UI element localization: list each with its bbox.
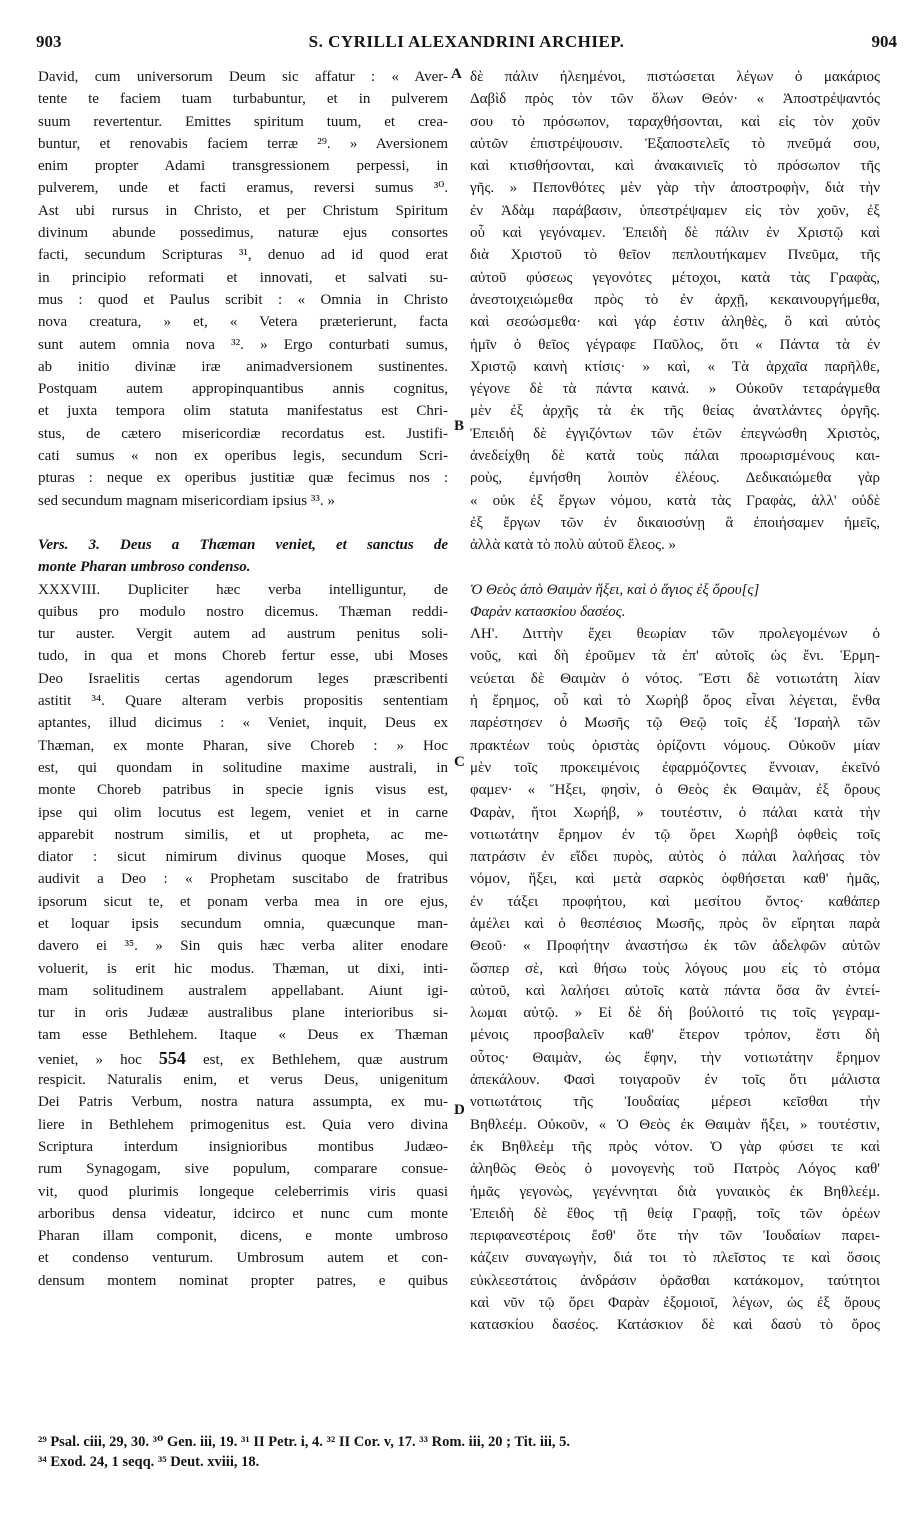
grk2-line: Ἐπειδὴ δὲ ἔθος τῇ θείᾳ Γραφῇ, τοῖς τῶν ὀρέων	[470, 1205, 880, 1222]
lat2-line: aptantes, illud dicimus : « Veniet, inquit, Deus ex	[38, 715, 448, 732]
grk1-line: οὗ καὶ γεγόναμεν. Ἐπειδὴ δὲ πάλιν ἐν Χριστῷ καὶ	[470, 225, 880, 242]
grk1-line: ἀνεδείχθη δὲ κατὰ τοὺς πάλαι προωρισμένους και-	[470, 448, 880, 465]
latin-line-554	[38, 1047, 448, 1069]
lat1-line: nova creatura, » et, « Vetera præterierunt, facta	[38, 314, 448, 331]
lat1-line: tente te faciem tuam turbabuntur, et in pulverem	[38, 91, 448, 108]
grk1-line: « οὐκ ἐξ ἔργων νόμου, κατὰ τὰς Γραφὰς, ἀλλ' οὐδὲ	[470, 492, 880, 509]
running-title: S. CYRILLI ALEXANDRINI ARCHIEP.	[308, 32, 625, 51]
grk1-line: μὲν ἐξ ἀρχῆς τὰ ἐκ τῆς θείας ἀνατλάντες ὀργῆς.	[470, 403, 880, 420]
lat1-line: ab initio divinæ iræ animadversionem sustinentes.	[38, 358, 448, 375]
lat2-line: quibus pro modulo nostro dicemus. Thæman reddi-	[38, 603, 448, 620]
grk2-line: ἐκ Βηθλεὲμ τῆς πρὸς νότον. Ὁ γὰρ φύσει τε καὶ	[470, 1138, 880, 1155]
lat2-line: ipse qui olim locutus est legem, veniet et in carne	[38, 804, 448, 821]
lat2-line: et loquar ipsis secundum omnia, quæcunque man-	[38, 915, 448, 932]
grk2-line: Φαρὰν, ἤτοι Χωρήβ, » τουτέστιν, ὁ πάλαι κατὰ τὴν	[470, 804, 880, 821]
verse-text-latin-2: monte Pharan umbroso condenso.	[38, 559, 251, 576]
latin-paragraph-3	[38, 1069, 448, 1292]
grk1-line: ἀνεστοιχειώμεθα πρὸς τὸ ἐν ἀρχῇ, κεκαινουργήμεθα,	[470, 291, 880, 308]
lat1-line: buntur, et renovabis faciem terræ ²⁹. » Aversionem	[38, 135, 448, 152]
grk2-line: ἡμᾶς γεγονὼς, γεγέννηται διὰ γυναικὸς ἐκ Βηθλεέμ.	[470, 1183, 880, 1200]
lat1-line: facti, secundum Scripturas ³¹, denuo ad id quod erat	[38, 247, 448, 264]
grk2-line: φαμεν· « Ἥξει, φησὶν, ὁ Θεὸς ἐκ Θαιμὰν, ἐξ ὄρους	[470, 782, 880, 799]
lat1-line: et juxta tempora olim statuta manifestatus est Chri-	[38, 403, 448, 420]
lat2-line: mam solitudinem australem appellabant. Aiunt igi-	[38, 982, 448, 999]
footnote-line-1: ²⁹ Psal. ciii, 29, 30. ³⁰ Gen. iii, 19. ³¹ II Petr. i, 4. ³² II Cor. v, 17. ³³ Rom. iii, 20 ; Tit. iii, 5.	[38, 1434, 571, 1450]
lat1-line: pulverem, unde et facti eramus, reversi sumus ³⁰.	[38, 180, 448, 197]
grk1-line: καὶ σεσώσμεθα· καὶ γάρ ἐστιν ἀληθὲς, ὃ καὶ αὐτὸς	[470, 314, 880, 331]
lat2-line: tudo, in qua et mons Choreb fertur esse, ubi Moses	[38, 648, 448, 665]
line-554-post: est, ex Bethlehem, quæ austrum	[185, 1051, 448, 1068]
verse-heading-latin	[38, 534, 448, 556]
lat2-line: Deo Israelitis certas agendorum leges præscribenti	[38, 670, 448, 687]
lat2-line: XXXVIII. Dupliciter hæc verba intelliguntur, de	[38, 581, 448, 598]
grk2-line: περιφανεστέροις ἔσθ' ὅτε τὴν τῶν Ἰουδαίων παρει-	[470, 1228, 880, 1245]
marginal-number-554: 554	[158, 1047, 186, 1068]
grk2-line: ἀληθῶς Θεὸς ὁ μονογενὴς τοῦ Πατρὸς Λόγος καθ'	[470, 1161, 880, 1178]
grk1-line: γῆς. » Πεπονθότες μὲν γὰρ τὴν ἀποστροφὴν, διὰ τὴν	[470, 180, 880, 197]
running-header	[36, 32, 897, 58]
greek-column	[470, 66, 880, 1337]
grk2-line: κατασκίου δασέος. Κατάσκιον δὲ καὶ δασὺ τὸ ὄρος	[470, 1317, 880, 1334]
grk2-line: οὗτος· Θαιμὰν, ὡς ἔφην, τὴν νοτιωτάτην ἔρημον	[470, 1049, 880, 1066]
grk1-line: Ἐπειδὴ δὲ ἐγγιζόντων τῶν ἐτῶν ἐπεγνώσθη Χριστὸς,	[470, 425, 880, 442]
lat1-line: stus, de cætero misericordiæ recordatus est. Justifi-	[38, 425, 448, 442]
grk2-line: καὶ νῦν τῷ ὄρει Φαρὰν ἐξομοιοῖ, λέγων, ὡς ἐξ ὄρους	[470, 1295, 880, 1312]
lat1-line: Ast ubi rursus in Christo, et per Christum Spiritum	[38, 202, 448, 219]
lat3-line: arboribus densa videatur, idcirco et nunc cum monte	[38, 1205, 448, 1222]
latin-column	[38, 66, 448, 1292]
lat2-line: diator : sicut nimirum divinus quoque Moses, qui	[38, 849, 448, 866]
grk2-line: ἀπεκάλουν. Φασὶ τοιγαροῦν ἐν τοῖς ὅτι μάλιστα	[470, 1072, 880, 1089]
lat2-line: ipsorum sicut te, et ponam verba mea in ore ejus,	[38, 893, 448, 910]
lat3-line: Pharan illam componit, dicens, e monte umbroso	[38, 1228, 448, 1245]
margin-marker-d: D	[454, 1102, 465, 1118]
grk2-line: πατράσιν ἐν εἴδει πυρὸς, αὐτὸς ὁ πάλαι λαλήσας τὸν	[470, 849, 880, 866]
grk2-line: λωμαι αὐτῷ. » Εἰ δὲ δὴ βούλοιτό τις τοῖς γεγραμ-	[470, 1005, 880, 1022]
verse-greek-1: Ὁ Θεὸς ἀπὸ Θαιμὰν ἥξει, καὶ ὁ ἅγιος ἐξ ὄρου[ς]	[470, 581, 760, 598]
grk1-line: Δαβὶδ πρὸς τὸν τῶν ὅλων Θεόν· « Ἀποστρέψαντός	[470, 91, 880, 108]
grk1-line: ἐξ ἔργων τῶν ἐν δικαιοσύνῃ ἃ ἐποιήσαμεν ἡμεῖς,	[470, 514, 880, 531]
grk1-line: γέγονε δὲ τὰ πάντα καινά. » Οὐκοῦν τεταράγμεθα	[470, 381, 880, 398]
grk1-line: ἀλλὰ κατὰ τὸ πολὺ αὐτοῦ ἔλεος. »	[470, 537, 677, 554]
lat2-line: est, qui quondam in solitudine maxime australi, in	[38, 759, 448, 776]
page-number-left: 903	[36, 32, 62, 51]
grk2-line: μὲν τοῖς προκειμένοις ἐφαρμόζοντες ἔννοιαν, ἐκεῖνό	[470, 759, 880, 776]
grk1-line: σου τὸ πρόσωπον, ταραχθήσονται, καὶ εἰς τὸν χοῦν	[470, 113, 880, 130]
lat3-line: liere in Bethlehem primogenitus est. Quia vero divina	[38, 1116, 448, 1133]
footnotes	[38, 1432, 888, 1472]
lat3-line: Scriptura interdum insignioribus montibus Judæo-	[38, 1138, 448, 1155]
lat2-line: monte Choreb patribus in specie ignis visus est,	[38, 782, 448, 799]
lat2-line: davero ei ³⁵. » Sin quis hæc verba aliter enodare	[38, 938, 448, 955]
grk2-line: αὐτοῦ, καὶ λαλήσει αὐτοῖς κατὰ πάντα ὅσα ἂν ἐντεί-	[470, 982, 880, 999]
lat2-line: voluerit, is erit hic modus. Thæman, ut dixi, inti-	[38, 960, 448, 977]
lat2-line: apparebit nostrum similis, et ut propheta, ac me-	[38, 826, 448, 843]
greek-paragraph-2	[470, 623, 880, 1337]
grk1-line: αὐτοῦ φύσεως γεγονότες μέτοχοι, κατὰ τὰς Γραφὰς,	[470, 269, 880, 286]
footnote-line-2: ³⁴ Exod. 24, 1 seqq. ³⁵ Deut. xviii, 18.	[38, 1454, 260, 1470]
lat1-line: in principio reformati et innovati, et salvati su-	[38, 269, 448, 286]
grk1-line: ἡμῖν ὁ θεῖος γέγραφε Παῦλος, ὅτι « Πάντα τὰ ἐν	[470, 336, 880, 353]
line-554-pre: veniet, » hoc	[38, 1051, 159, 1068]
grk2-line: ΛΗ'. Διττὴν ἔχει θεωρίαν τῶν προλεγομένων ὁ	[470, 626, 880, 643]
lat3-line: respicit. Naturalis enim, et verus Deus, unigenitum	[38, 1072, 448, 1089]
grk2-line: νοτιωτάτην ἔρημον ἐν τῷ ὄρει Χωρὴβ ὀφθεὶς τοῖς	[470, 826, 880, 843]
grk1-line: αὐτῶν ἐπιστρέψουσιν. Ἐξαποστελεῖς τὸ πνεῦμά σου,	[470, 135, 880, 152]
lat3-line: Dei Patris Verbum, nostra natura assumpta, ex mu-	[38, 1094, 448, 1111]
verse-label: Vers. 3.	[38, 536, 100, 553]
lat1-line: Postquam autem appropinquantibus annis cognitus,	[38, 381, 448, 398]
verse-greek-2: Φαρὰν κατασκίου δασέος.	[470, 603, 626, 620]
grk2-line: ἀμέλει καὶ ὁ θεσπέσιος Μωσῆς, πρὸς ὃν εἴρηται παρὰ	[470, 915, 880, 932]
verse-text-latin-1: Deus a Thæman veniet, et sanctus de	[119, 536, 448, 553]
grk2-line: ἐν τάξει προφήτου, καὶ μεσίτου ὄντος· καθάπερ	[470, 893, 880, 910]
lat1-line: mus : quod et Paulus scribit : « Omnia in Christo	[38, 291, 448, 308]
grk2-line: νοτιωτάτοις τῆς Ἰουδαίας μέρεσι κεῖσθαι τὴν	[470, 1094, 880, 1111]
grk1-line: διὰ Χριστοῦ τὸ θεῖον πεπλουτήκαμεν Πνεῦμα, τῆς	[470, 247, 880, 264]
page-number-right: 904	[871, 32, 897, 51]
lat3-line: vit, quod plurimis longeque celeberrimis viris quasi	[38, 1183, 448, 1200]
lat1-line: enim propter Adami transgressionem perpessi, in	[38, 158, 448, 175]
grk1-line: καὶ κτισθήσονται, καὶ ἀνακαινιεῖς τὸ πρόσωπον τῆς	[470, 158, 880, 175]
grk2-line: νόμον, ἥξει, καὶ μετὰ σαρκὸς ὀφθήσεται καθ' ἡμᾶς,	[470, 871, 880, 888]
grk2-line: εὐκλεεστάτοις ἀνδράσιν ὁρᾶσθαι κατάκομον, ταύτητοι	[470, 1272, 880, 1289]
grk1-line: ροὺς, ἐμνήσθη λοιπὸν ἐλέους. Δεδικαιώμεθα γὰρ	[470, 470, 880, 487]
lat2-line: tur auster. Vergit autem ad austrum penitus soli-	[38, 626, 448, 643]
margin-marker-b: B	[454, 418, 465, 434]
lat1-line: pturas : neque ex operibus justitiæ quæ fecimus nos :	[38, 470, 448, 487]
lat3-line: rum Synagogam, sive populum, comparare consue-	[38, 1161, 448, 1178]
grk2-line: ὥσπερ σὲ, καὶ θήσω τοὺς λόγους μου εἰς τὸ στόμα	[470, 960, 880, 977]
grk2-line: πρακτέων τοὺς ὁριστὰς ὁρίζοντι νόμους. Οὐκοῦν μίαν	[470, 737, 880, 754]
grk2-line: μένοις προσβαλεῖν καθ' ἕτερον τρόπον, ἔστι δὴ	[470, 1027, 880, 1044]
margin-marker-c: C	[454, 754, 465, 770]
lat3-line: et condenso venturum. Umbrosum autem et con-	[38, 1250, 448, 1267]
grk2-line: παρέστησεν ὁ Μωσῆς τῷ Θεῷ τοῖς ἐξ Ἰσραὴλ τῶν	[470, 715, 880, 732]
grk1-line: Χριστῷ καινὴ κτίσις· » καὶ, « Τὰ ἀρχαῖα παρῆλθε,	[470, 358, 880, 375]
lat1-line: divinum abunde possedimus, naturæ ejus consortes	[38, 225, 448, 242]
lat1-line: sed secundum magnam misericordiam ipsius ³³. »	[38, 492, 335, 509]
margin-marker-a: A	[451, 66, 462, 82]
lat3-line: densum montem nominat propter patres, e quibus	[38, 1272, 448, 1289]
latin-paragraph-1	[38, 66, 448, 512]
grk1-line: δὲ πάλιν ἠλεημένοι, πιστώσεται λέγων ὁ μακάριος	[470, 69, 880, 85]
lat1-line: suum revertentur. Emittes spiritum tuum, et crea-	[38, 113, 448, 130]
lat2-line: tam esse Bethlehem. Itaque « Deus ex Thæman	[38, 1027, 448, 1044]
greek-paragraph-1	[470, 66, 880, 557]
lat2-line: tur in oris Judææ australibus plane interioribus si-	[38, 1005, 448, 1022]
grk2-line: Βηθλεέμ. Οὐκοῦν, « Ὁ Θεὸς ἐκ Θαιμὰν ἥξει, » τουτέστιν,	[470, 1116, 880, 1133]
lat2-line: astitit ³⁴. Quare alteram verbis propositis sententiam	[38, 693, 448, 710]
grk2-line: ἡ ἔρημος, οὗ καὶ τὸ Χωρὴβ ὄρος εἶναι λέγεται, ἔνθα	[470, 693, 880, 710]
lat2-line: Thæman, ex monte Pharan, sive Choreb : » Hoc	[38, 737, 448, 754]
grk2-line: νεύεται δὲ Θαιμὰν ὁ νότος. Ἔστι δὲ νοτιωτάτη λίαν	[470, 670, 880, 687]
latin-paragraph-2	[38, 579, 448, 1047]
grk1-line: ἐν Ἀδὰμ παράβασιν, ὑπεστρέψαμεν εἰς τὸν χοῦν, ἐξ	[470, 202, 880, 219]
lat1-line: David, cum universorum Deum sic affatur : « Aver-	[38, 69, 448, 85]
grk2-line: νοῦς, καὶ δὴ ἐροῦμεν τὰ ἐπ' αὐτοῖς ὡς ἔνι. Ἑρμη-	[470, 648, 880, 665]
grk2-line: Θεοῦ· « Προφήτην ἀναστήσω ἐκ τῶν ἀδελφῶν αὐτῶν	[470, 938, 880, 955]
lat1-line: cati sumus « non ex operibus legis, secundum Scri-	[38, 448, 448, 465]
grk2-line: κάζειν συναγωγὴν, διά τοι τὸ πλεῖστος τε καὶ ὅσοις	[470, 1250, 880, 1267]
lat1-line: sunt autem omnia nova ³². » Ergo conturbati sumus,	[38, 336, 448, 353]
lat2-line: audivit a Deo : « Prophetam suscitabo de fratribus	[38, 871, 448, 888]
